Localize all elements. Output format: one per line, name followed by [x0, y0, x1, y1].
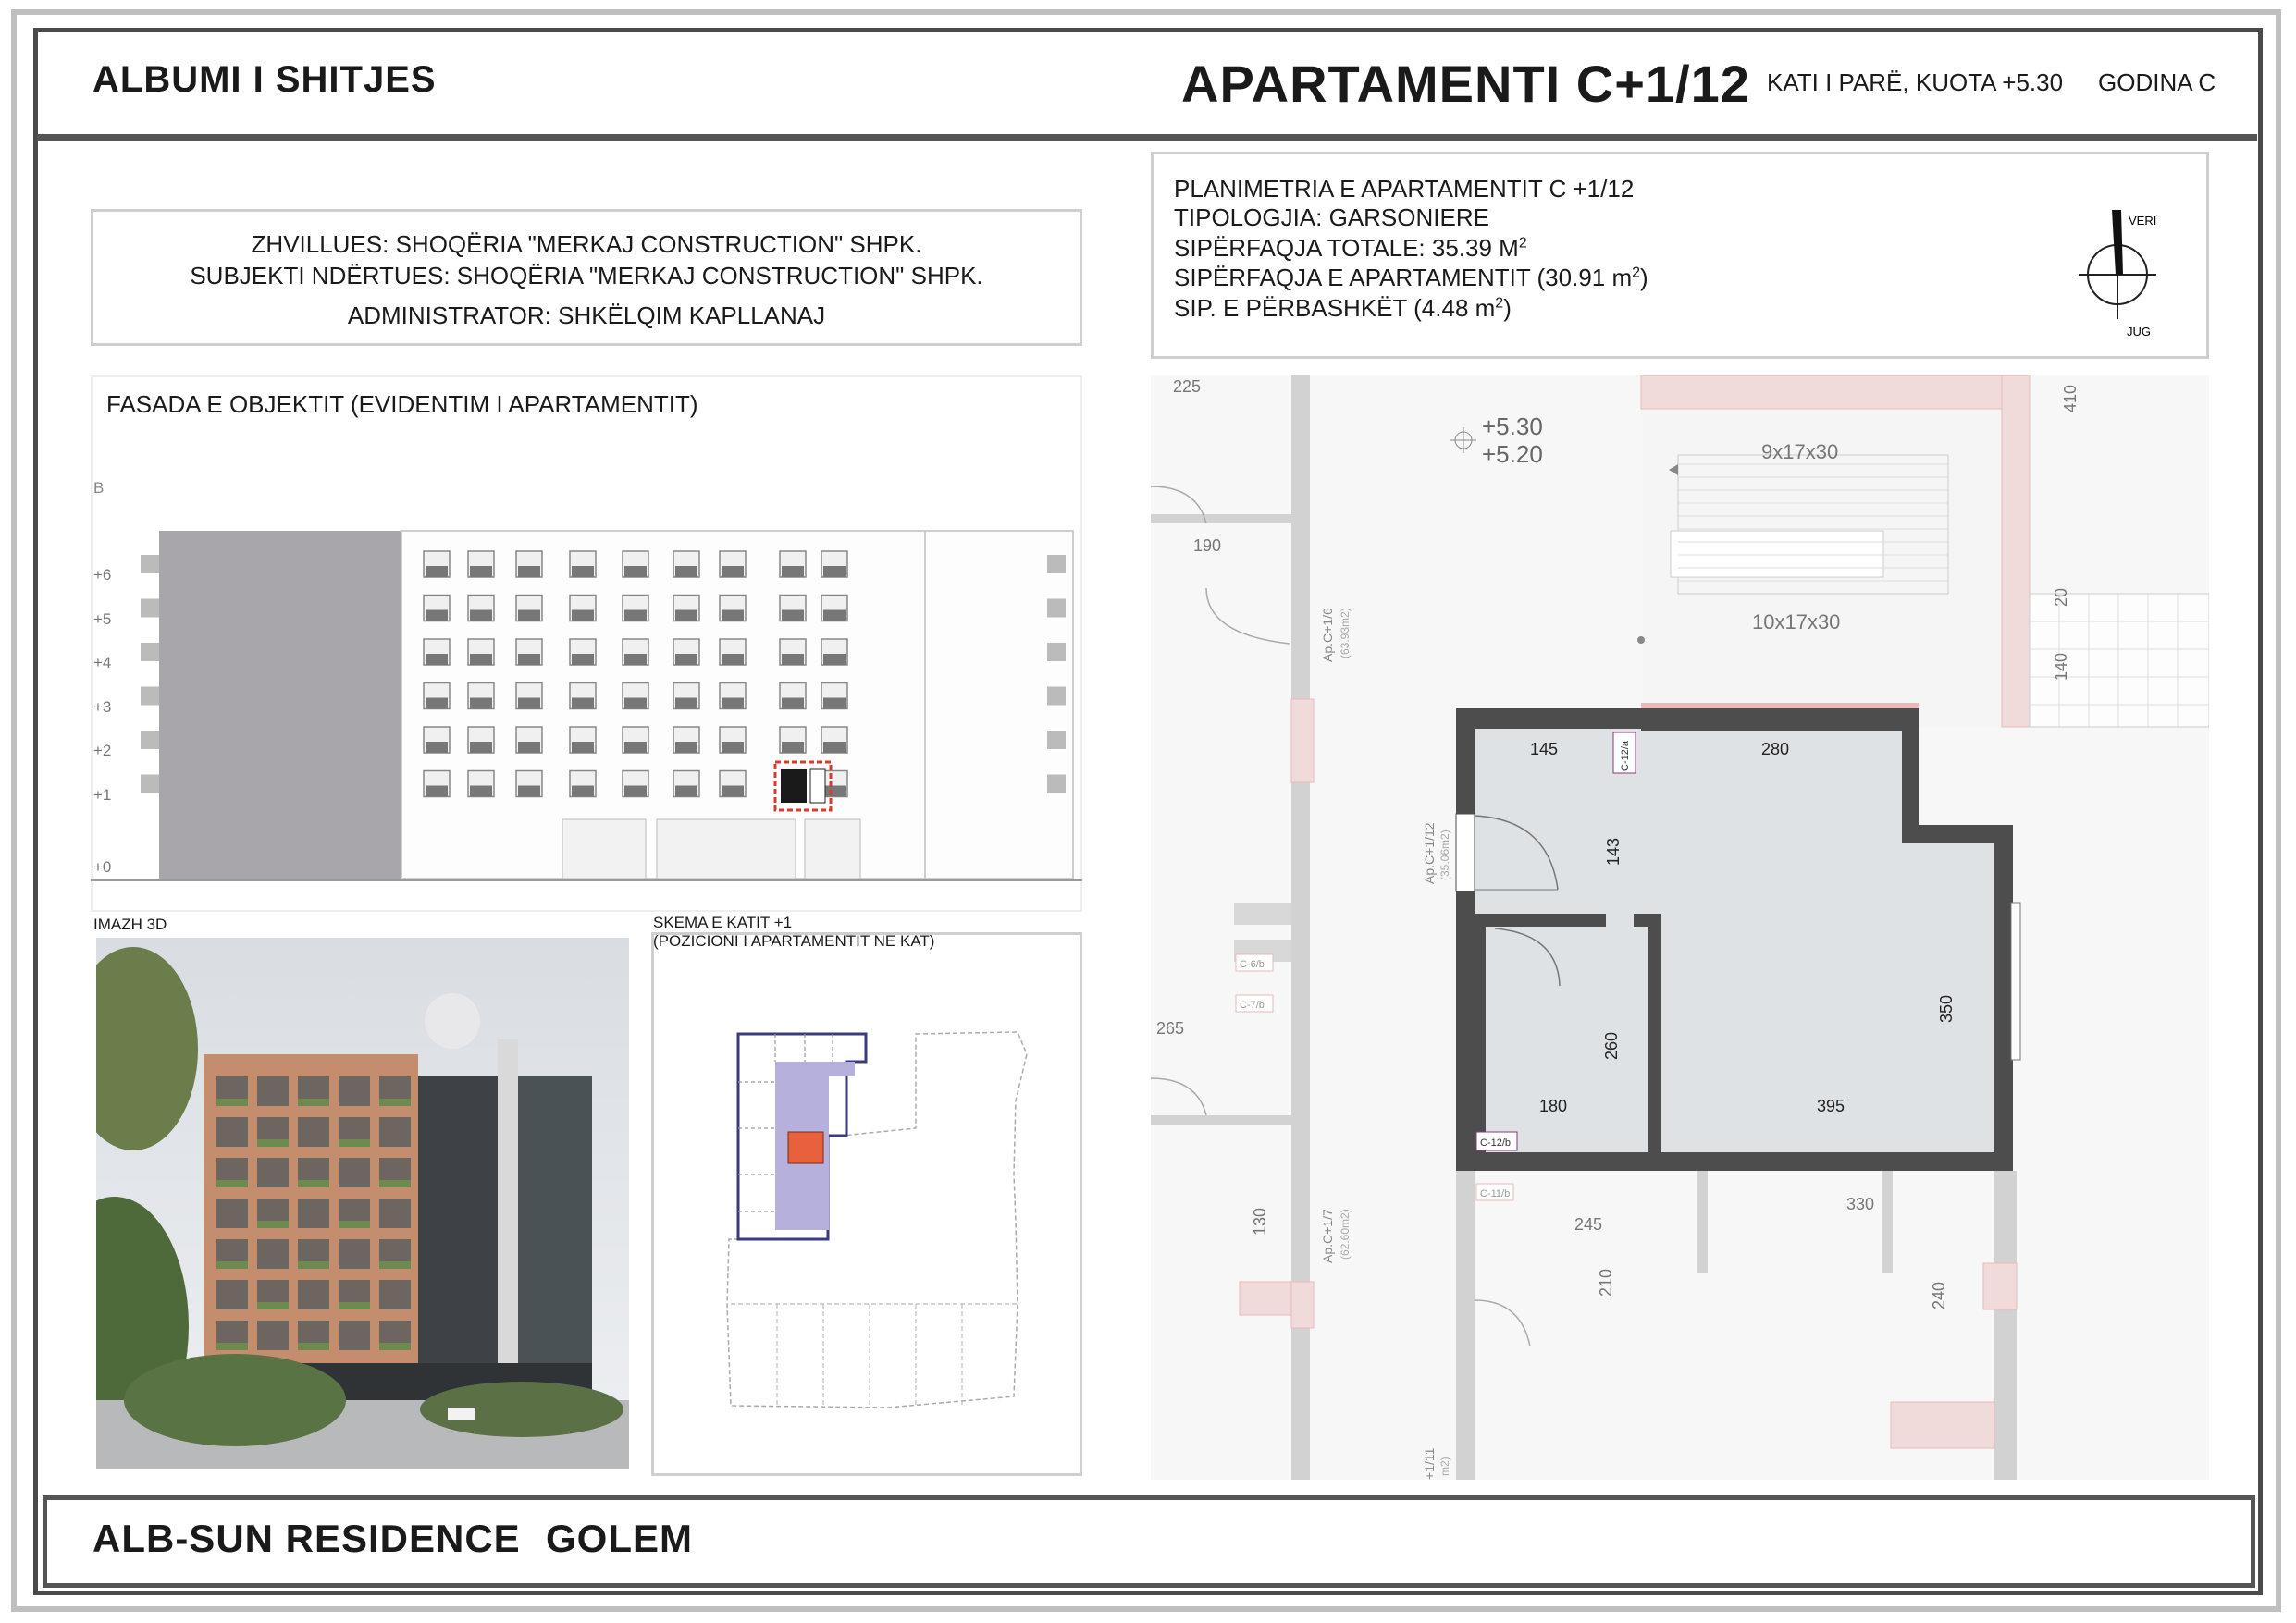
- neighbor-ap6-area: (63.93m2): [1339, 608, 1352, 658]
- dim-410: 410: [2061, 384, 2080, 412]
- total-area: [1174, 234, 1527, 263]
- facade-level-label: +2: [93, 742, 112, 759]
- render-window: [257, 1239, 289, 1269]
- dim-130: 130: [1251, 1207, 1269, 1236]
- common-area-sup: 2: [1495, 295, 1504, 312]
- render-window: [379, 1280, 411, 1309]
- render-window: [379, 1117, 411, 1147]
- render-window: [298, 1199, 329, 1228]
- facade-level-label: +5: [93, 609, 112, 628]
- floor-plan-drawing: [1151, 375, 2209, 1480]
- neighbor-ap6: Ap.C+1/6: [1320, 608, 1335, 662]
- facade-window-rail: [572, 786, 594, 797]
- floor-level-label: KATI I PARË, KUOTA +5.30: [1767, 68, 2064, 96]
- facade-window-rail: [823, 742, 846, 753]
- dim-20: 20: [2052, 587, 2070, 607]
- render-planter: [298, 1180, 329, 1187]
- facade-side-balcony: [1047, 687, 1066, 706]
- facade-side-balcony: [141, 643, 159, 661]
- tag-c12b: C-12/b: [1480, 1137, 1512, 1149]
- facade-label: FASADA E OBJEKTIT (EVIDENTIM I APARTAMENTIT): [106, 390, 698, 418]
- neighbor-ap12-area: (35.06m2): [1438, 830, 1451, 880]
- facade-window-rail: [675, 786, 697, 797]
- compass-north-label: VERI: [2129, 214, 2157, 227]
- facade-window-rail: [624, 610, 647, 621]
- compass-icon: [2079, 210, 2190, 349]
- album-title: ALBUMI I SHITJES: [93, 59, 437, 100]
- dim-240: 240: [1930, 1281, 1948, 1309]
- dim-265: 265: [1156, 1019, 1185, 1038]
- dim-245: 245: [1574, 1215, 1603, 1234]
- render-window: [339, 1239, 370, 1269]
- neighbor-ap11: +1/11: [1422, 1447, 1437, 1480]
- facade-window-rail: [823, 566, 846, 577]
- plan-title: PLANIMETRIA E APARTAMENTIT C +1/12: [1174, 175, 1635, 203]
- typology: TIPOLOGJIA: GARSONIERE: [1174, 203, 1489, 231]
- facade-window-rail: [782, 610, 804, 621]
- facade-window-rail: [518, 654, 540, 665]
- facade-window-rail: [624, 786, 647, 797]
- dim-180: 180: [1539, 1097, 1568, 1115]
- facade-window-rail: [624, 654, 647, 665]
- render-planter: [257, 1139, 289, 1147]
- dim-225: 225: [1173, 377, 1202, 396]
- dim-210: 210: [1597, 1268, 1615, 1297]
- render-planter: [379, 1343, 411, 1350]
- render-window: [339, 1321, 370, 1350]
- facade-window-rail: [675, 654, 697, 665]
- facade-window-rail: [782, 742, 804, 753]
- image3d-label: IMAZH 3D: [93, 916, 167, 933]
- facade-level-label: +4: [93, 654, 112, 671]
- facade-window-rail: [782, 654, 804, 665]
- apartment-title: APARTAMENTI C+1/12: [1181, 55, 1750, 113]
- facade-window-rail: [518, 742, 540, 753]
- dim-330: 330: [1846, 1195, 1875, 1213]
- dim-395: 395: [1817, 1097, 1845, 1115]
- render-planter: [216, 1180, 248, 1187]
- render-planter: [379, 1261, 411, 1269]
- apartment-area-text: SIPËRFAQJA E APARTAMENTIT (30.91 m: [1174, 264, 1633, 291]
- stair-top-label: 9x17x30: [1761, 440, 1839, 463]
- project-location: GOLEM: [546, 1517, 693, 1560]
- facade-elevation-drawing: [91, 518, 1082, 888]
- render-window: [298, 1117, 329, 1147]
- floor-scheme-drawing: [722, 1027, 1036, 1415]
- dim-143: 143: [1604, 837, 1623, 866]
- facade-level-label: +6: [93, 566, 112, 584]
- render-planter: [298, 1343, 329, 1350]
- facade-window-rail: [675, 566, 697, 577]
- render-planter: [216, 1099, 248, 1106]
- neighbor-ap7: Ap.C+1/7: [1320, 1209, 1335, 1263]
- render-window: [339, 1158, 370, 1187]
- apartment-position-marker: [788, 1132, 823, 1163]
- render-planter: [216, 1343, 248, 1350]
- facade-window-rail: [823, 698, 846, 709]
- render-planter: [257, 1221, 289, 1228]
- facade-window-rail: [426, 566, 448, 577]
- apartment-area: [1174, 264, 1648, 292]
- apartment-area-end: ): [1640, 264, 1648, 291]
- facade-window-rail: [426, 786, 448, 797]
- facade-window-rail: [518, 698, 540, 709]
- render-window: [216, 1280, 248, 1309]
- facade-window-rail: [722, 654, 744, 665]
- render-window: [339, 1076, 370, 1106]
- facade-window-rail: [470, 566, 492, 577]
- facade-window-rail: [722, 742, 744, 753]
- facade-window-rail: [722, 786, 744, 797]
- facade-window-rail: [823, 786, 846, 797]
- facade-window-rail: [782, 566, 804, 577]
- dim-145: 145: [1530, 740, 1559, 758]
- render-window: [257, 1076, 289, 1106]
- render-planter: [298, 1099, 329, 1106]
- tag-c11b: C-11/b: [1480, 1188, 1511, 1199]
- render-planter: [379, 1099, 411, 1106]
- render-window: [216, 1117, 248, 1147]
- facade-side-balcony: [1047, 643, 1066, 661]
- facade-window-rail: [518, 610, 540, 621]
- developer-info-box: [91, 209, 1082, 346]
- total-area-sup: 2: [1518, 235, 1527, 252]
- plan-info-box: [1151, 152, 2209, 359]
- facade-window-rail: [518, 786, 540, 797]
- project-name: ALB-SUN RESIDENCE: [93, 1517, 521, 1560]
- dim-140: 140: [2052, 652, 2070, 681]
- facade-side-balcony: [141, 555, 159, 573]
- dim-280: 280: [1761, 740, 1790, 758]
- apartment-area-sup: 2: [1632, 264, 1641, 281]
- facade-window-rail: [426, 610, 448, 621]
- facade-window-rail: [426, 742, 448, 753]
- common-area-end: ): [1503, 294, 1512, 322]
- total-area-text: SIPËRFAQJA TOTALE: 35.39 M: [1174, 234, 1519, 262]
- facade-window-rail: [675, 610, 697, 621]
- tag-c7b: C-7/b: [1240, 1000, 1265, 1011]
- dim-190: 190: [1193, 536, 1222, 555]
- building-label: GODINA C: [2098, 68, 2216, 96]
- tag-c6b: C-6/b: [1240, 959, 1265, 970]
- render-planter: [339, 1221, 370, 1228]
- render-window: [257, 1321, 289, 1350]
- elevation-top: +5.30: [1482, 412, 1543, 440]
- floor-scheme-label: SKEMA E KATIT +1: [653, 914, 793, 931]
- render-planter: [298, 1261, 329, 1269]
- facade-side-balcony: [141, 687, 159, 706]
- facade-window-rail: [470, 698, 492, 709]
- facade-window-rail: [624, 566, 647, 577]
- facade-window-rail: [470, 786, 492, 797]
- facade-level-label: +3: [93, 697, 112, 716]
- facade-window-rail: [470, 742, 492, 753]
- dim-350: 350: [1937, 994, 1956, 1023]
- rendering-3d-image: [96, 938, 629, 1469]
- common-area-text: SIP. E PËRBASHKËT (4.48 m: [1174, 294, 1496, 322]
- facade-side-balcony: [1047, 731, 1066, 749]
- facade-window-rail: [782, 698, 804, 709]
- developer-line: ZHVILLUES: SHOQËRIA "MERKAJ CONSTRUCTION" SHPK.: [251, 230, 922, 258]
- facade-window-rail: [675, 742, 697, 753]
- stair-bottom-label: 10x17x30: [1752, 610, 1841, 633]
- dim-260: 260: [1602, 1031, 1621, 1060]
- facade-side-balcony: [1047, 775, 1066, 793]
- elevation-bottom: +5.20: [1482, 440, 1543, 468]
- render-planter: [379, 1180, 411, 1187]
- render-planter: [216, 1261, 248, 1269]
- facade-window-rail: [470, 610, 492, 621]
- neighbor-ap12: Ap.C+1/12: [1422, 822, 1437, 884]
- facade-window-rail: [624, 742, 647, 753]
- administrator-line: ADMINISTRATOR: SHKËLQIM KAPLLANAJ: [347, 301, 826, 329]
- facade-level-label: +0: [93, 858, 112, 876]
- compass-south-label: JUG: [2127, 325, 2151, 338]
- neighbor-ap11-area: m2): [1438, 1457, 1451, 1476]
- render-planter: [339, 1139, 370, 1147]
- facade-window-rail: [722, 610, 744, 621]
- floor-scheme-sublabel: (POZICIONI I APARTAMENTIT NË KAT): [653, 932, 935, 950]
- contractor-line: SUBJEKTI NDËRTUES: SHOQËRIA "MERKAJ CONSTRUCTION" SHPK.: [190, 262, 983, 289]
- facade-window-rail: [572, 698, 594, 709]
- facade-window-rail: [518, 566, 540, 577]
- facade-window-rail: [426, 654, 448, 665]
- facade-window-rail: [823, 610, 846, 621]
- facade-side-balcony: [141, 775, 159, 793]
- render-window: [216, 1199, 248, 1228]
- render-planter: [257, 1302, 289, 1309]
- facade-window-rail: [572, 742, 594, 753]
- facade-window-rail: [572, 654, 594, 665]
- tag-c12a: C-12/a: [1620, 740, 1631, 771]
- facade-side-balcony: [141, 599, 159, 618]
- facade-window-rail: [675, 698, 697, 709]
- facade-window-rail: [823, 654, 846, 665]
- facade-window-rail: [426, 698, 448, 709]
- facade-side-balcony: [1047, 555, 1066, 573]
- facade-window-rail: [722, 698, 744, 709]
- facade-window-rail: [572, 610, 594, 621]
- facade-window-rail: [722, 566, 744, 577]
- render-window: [257, 1158, 289, 1187]
- facade-window-rail: [624, 698, 647, 709]
- facade-side-label: B: [93, 479, 105, 497]
- render-planter: [339, 1302, 370, 1309]
- render-window: [379, 1199, 411, 1228]
- common-area: [1174, 294, 1512, 323]
- render-window: [298, 1280, 329, 1309]
- facade-side-balcony: [141, 731, 159, 749]
- facade-side-balcony: [1047, 599, 1066, 618]
- facade-window-rail: [572, 566, 594, 577]
- neighbor-ap7-area: (62.60m2): [1339, 1209, 1352, 1260]
- facade-window-rail: [470, 654, 492, 665]
- facade-level-label: +1: [93, 785, 112, 804]
